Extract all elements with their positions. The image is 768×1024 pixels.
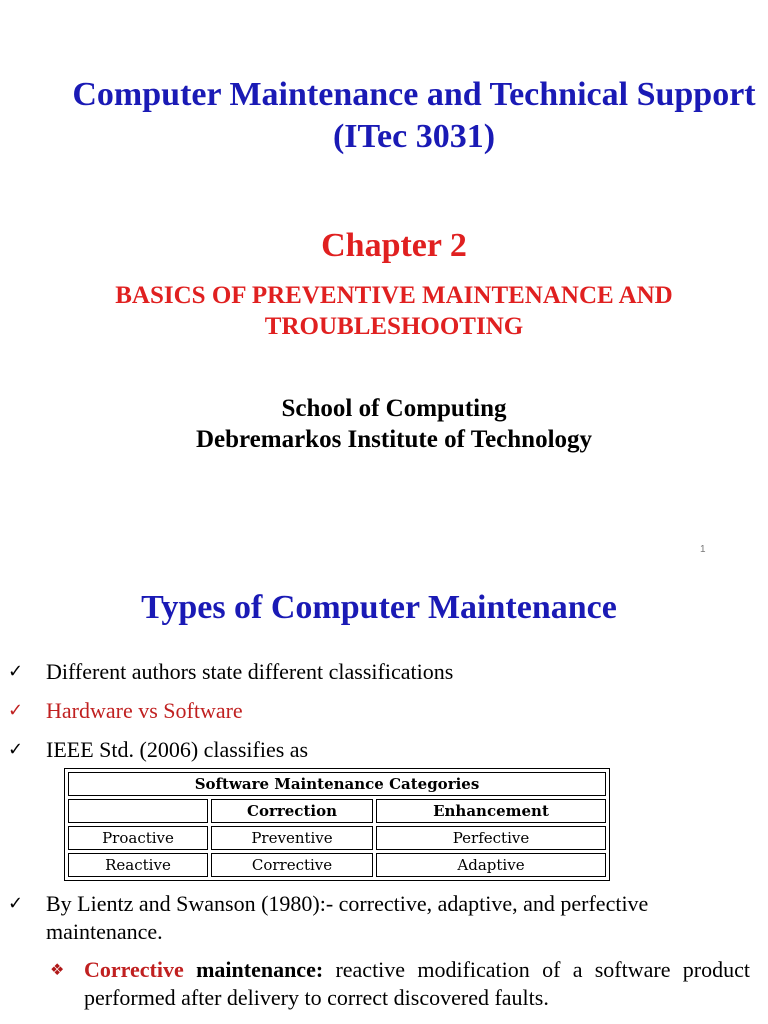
table-caption: Software Maintenance Categories [68, 772, 606, 796]
sub-bullet-item [50, 956, 750, 1012]
bullet-text: IEEE Std. (2006) classifies as [46, 737, 309, 762]
term-highlight: Corrective [84, 957, 184, 982]
diamond-bullet-icon: ❖ [50, 960, 65, 979]
slide-title: Types of Computer Maintenance [141, 589, 617, 626]
checkmark-icon: ✓ [8, 893, 24, 914]
bullet-item [8, 697, 756, 725]
school-info [0, 393, 768, 455]
table-cell: Corrective [211, 853, 373, 877]
table-row [68, 826, 606, 850]
bullet-text: Hardware vs Software [46, 698, 243, 723]
bullet-text: Different authors state different classifications [46, 659, 454, 684]
bullet-item [8, 736, 756, 764]
table-cell: Proactive [68, 826, 208, 850]
sub-bullet-text [84, 956, 750, 1012]
checkmark-icon: ✓ [8, 739, 24, 760]
maintenance-categories-table [64, 768, 610, 881]
table-header-cell: Enhancement [376, 799, 606, 823]
table-header-cell [68, 799, 208, 823]
table-cell: Preventive [211, 826, 373, 850]
content-slide [0, 562, 768, 1024]
course-title: Computer Maintenance and Technical Support (ITec 3031) [72, 76, 756, 155]
checkmark-icon: ✓ [8, 700, 24, 721]
bullet-text: By Lientz and Swanson (1980):- corrective, adaptive, and perfective maintenance. [46, 891, 649, 944]
table-cell: Adaptive [376, 853, 606, 877]
page-number: 1 [700, 544, 706, 555]
chapter-heading: Chapter 2 [321, 227, 467, 264]
table-row [68, 853, 606, 877]
term-label: maintenance: [196, 957, 324, 982]
checkmark-icon: ✓ [8, 661, 24, 682]
institute-name: Debremarkos Institute of Technology [195, 426, 593, 453]
table-header-cell: Correction [211, 799, 373, 823]
bullet-item [8, 658, 756, 686]
chapter-subtitle: BASICS OF PREVENTIVE MAINTENANCE AND TROUBLESHOOTING [115, 282, 673, 340]
school-name: School of Computing [281, 395, 507, 422]
table-cell: Reactive [68, 853, 208, 877]
bullet-item [8, 890, 756, 946]
term-definition: reactive modification of a software product performed after delivery to correct discovered faults. [84, 957, 750, 1010]
table-cell: Perfective [376, 826, 606, 850]
